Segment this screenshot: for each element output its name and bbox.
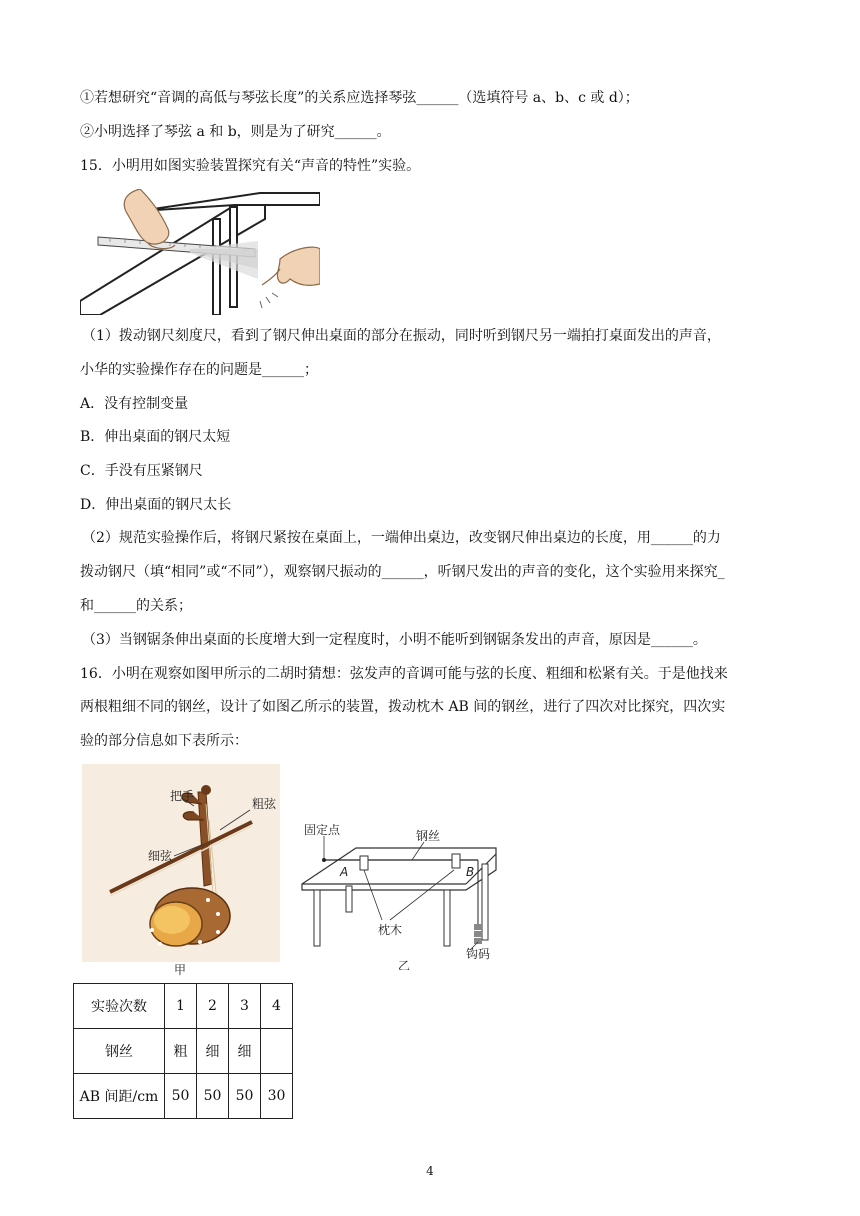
- label-thin-string: 细弦: [148, 849, 173, 863]
- table-cell: 2: [197, 984, 229, 1029]
- table-cell: 细: [229, 1029, 261, 1074]
- question-16-line1: 16．小明在观察如图甲所示的二胡时猜想：弦发声的音调可能与弦的长度、粗细和松紧有关。于是他找来: [80, 666, 728, 682]
- q15-part3: （3）当钢锯条伸出桌面的长度增大到一定程度时，小明不能听到钢锯条发出的声音，原因是______。: [82, 632, 707, 648]
- erhu-figure: [82, 764, 282, 978]
- table-cell: 50: [165, 1074, 197, 1119]
- label-thick-string: 粗弦: [252, 797, 277, 811]
- table-cell: 粗: [165, 1029, 197, 1074]
- table-cell: 细: [197, 1029, 229, 1074]
- table-cell: 3: [229, 984, 261, 1029]
- option-d: D．伸出桌面的钢尺太长: [80, 497, 232, 513]
- table-cell: 50: [229, 1074, 261, 1119]
- table-row: [74, 1029, 293, 1074]
- label-pillow: 枕木: [378, 923, 403, 937]
- label-handle: 把手: [170, 789, 195, 803]
- label-weights: 钩码: [466, 947, 491, 961]
- table-cell: 30: [261, 1074, 293, 1119]
- label-b: B: [466, 865, 475, 879]
- table-cell: [261, 1029, 293, 1074]
- q15-part2-line2: 拨动钢尺（填“相同”或“不同”），观察钢尺振动的______，听钢尺发出的声音的变化，这个实验用来探究_: [80, 564, 725, 580]
- table-cell: 50: [197, 1074, 229, 1119]
- text-line-1: ①若想研究“音调的高低与琴弦长度”的关系应选择琴弦______（选填符号 a、b、c 或 d）；: [80, 90, 639, 106]
- question-15-stem: 15．小明用如图实验装置探究有关“声音的特性”实验。: [80, 158, 421, 174]
- q15-part2-line3: 和______的关系；: [80, 598, 192, 614]
- table-row: [74, 984, 293, 1029]
- q15-part2-line1: （2）规范实验操作后，将钢尺紧按在桌面上，一端伸出桌边，改变钢尺伸出桌边的长度，用______的力: [82, 530, 721, 546]
- question-16-line2: 两根粗细不同的钢丝，设计了如图乙所示的装置，拨动枕木 AB 间的钢丝，进行了四次对比探究，四次实: [80, 699, 726, 715]
- apparatus-figure: [296, 820, 506, 970]
- table-cell: 4: [261, 984, 293, 1029]
- caption-yi: 乙: [398, 959, 411, 970]
- page-number: 4: [426, 1164, 434, 1178]
- table-cell: 实验次数: [74, 984, 165, 1029]
- table-cell: 钢丝: [74, 1029, 165, 1074]
- option-a: A．没有控制变量: [80, 396, 189, 412]
- table-cell: 1: [165, 984, 197, 1029]
- ruler-experiment-figure: [80, 189, 320, 315]
- q15-part1-line1: （1）拨动钢尺刻度尺，看到了钢尺伸出桌面的部分在振动，同时听到钢尺另一端拍打桌面发出的声音，: [82, 328, 721, 344]
- question-16-line3: 验的部分信息如下表所示：: [80, 733, 248, 749]
- option-b: B．伸出桌面的钢尺太短: [80, 429, 231, 445]
- q15-part1-line2: 小华的实验操作存在的问题是______；: [80, 362, 318, 378]
- table-row: [74, 1074, 293, 1119]
- label-a: A: [340, 865, 349, 879]
- table-cell: AB 间距/cm: [74, 1074, 165, 1119]
- experiment-table: [73, 983, 293, 1119]
- caption-jia: 甲: [174, 963, 187, 977]
- label-steel-wire: 钢丝: [416, 829, 441, 843]
- option-c: C．手没有压紧钢尺: [80, 463, 203, 479]
- text-line-2: ②小明选择了琴弦 a 和 b，则是为了研究______。: [80, 124, 391, 140]
- label-fixed-point: 固定点: [304, 823, 341, 837]
